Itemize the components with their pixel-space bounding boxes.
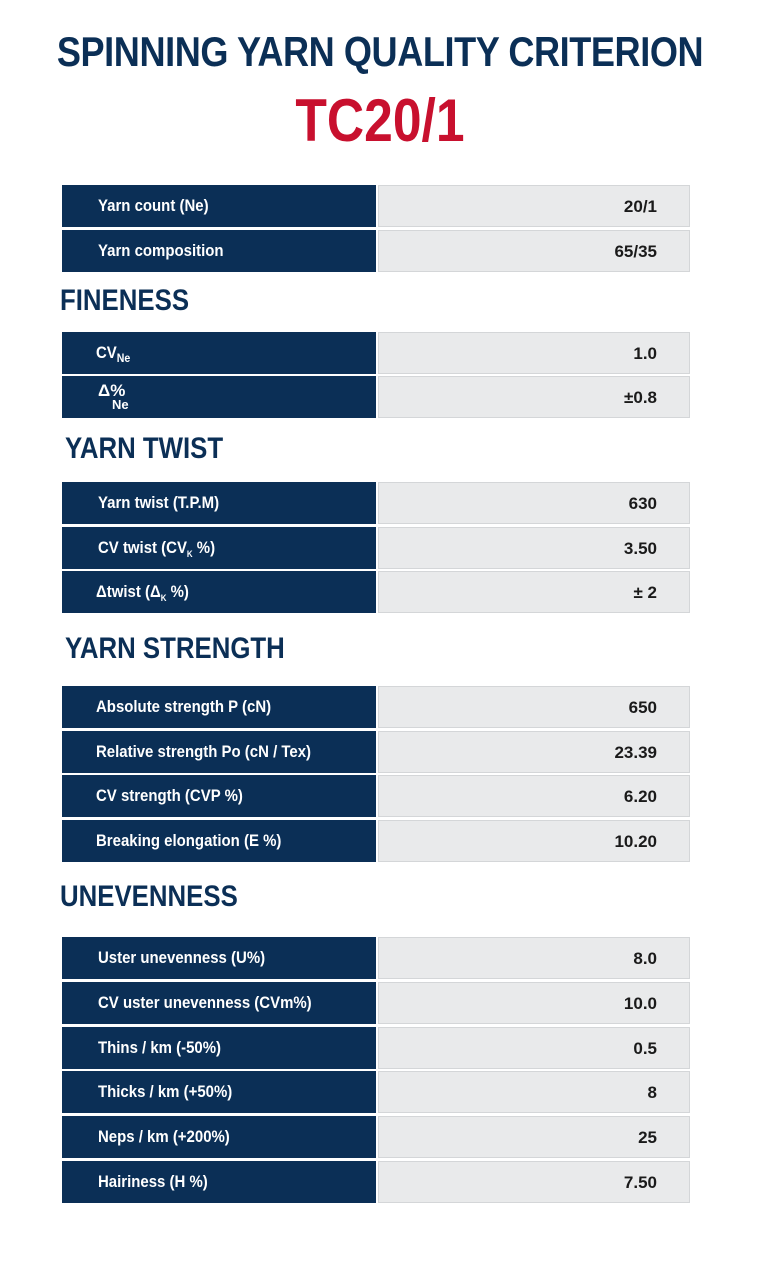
yarn-code: TC20/1 (295, 87, 465, 154)
delta-twist-label-end: %) (166, 582, 189, 601)
section-heading-unevenness: UNEVENNESS (60, 880, 238, 913)
row-value: 23.39 (614, 743, 657, 762)
delta-symbol: Δ% (98, 380, 126, 400)
section-heading-fineness: FINENESS (60, 284, 190, 317)
row-label (96, 571, 189, 613)
delta-subscript: Ne (112, 396, 129, 412)
delta-twist-label: Δtwist (Δ (96, 582, 161, 601)
row-label (98, 527, 215, 569)
row-value: 10.0 (623, 994, 657, 1013)
table-row (62, 1161, 690, 1203)
cv-subscript: Ne (116, 351, 131, 365)
table-row (62, 230, 690, 272)
row-value: 25 (638, 1128, 657, 1147)
table-row (62, 731, 690, 773)
row-label: Thicks / km (+50%) (98, 1082, 233, 1101)
table-row (62, 820, 690, 862)
row-label: Yarn twist (T.P.M) (98, 493, 220, 512)
page-title: SPINNING YARN QUALITY CRITERION (56, 28, 704, 75)
row-label: Yarn composition (98, 241, 224, 260)
cv-twist-subscript: K (186, 549, 193, 559)
table-row (62, 185, 690, 227)
row-value: ± 2 (633, 583, 657, 602)
cv-twist-label: CV twist (CV (98, 538, 187, 557)
row-value: 20/1 (623, 197, 657, 216)
table-row (62, 482, 690, 524)
row-value: 7.50 (623, 1173, 657, 1192)
row-label: Neps / km (+200%) (98, 1127, 230, 1146)
cv-symbol: CV (96, 343, 117, 362)
row-label: Thins / km (-50%) (98, 1038, 222, 1057)
row-value: 8 (647, 1083, 657, 1102)
table-row (62, 982, 690, 1024)
row-label (96, 332, 130, 374)
row-label: CV strength (CVP %) (96, 786, 243, 805)
row-value: 3.50 (623, 539, 657, 558)
row-label: Absolute strength P (cN) (96, 697, 272, 716)
cv-twist-label-end: %) (192, 538, 216, 557)
delta-twist-subscript: K (160, 593, 167, 603)
row-value: 1.0 (633, 344, 657, 363)
table-row (62, 376, 690, 418)
row-label: Hairiness (H %) (98, 1172, 208, 1191)
table-row (62, 571, 690, 613)
row-label: Yarn count (Ne) (98, 196, 209, 215)
table-row (62, 1116, 690, 1158)
row-value: 650 (628, 698, 657, 717)
row-value: 10.20 (614, 832, 657, 851)
row-value: ±0.8 (624, 388, 657, 407)
row-value: 65/35 (614, 242, 657, 261)
section-heading-strength: YARN STRENGTH (65, 632, 285, 665)
table-row (62, 332, 690, 374)
row-value: 0.5 (633, 1039, 657, 1058)
row-value: 6.20 (623, 787, 657, 806)
table-row (62, 686, 690, 728)
row-label: Breaking elongation (E %) (96, 831, 282, 850)
table-row (62, 1027, 690, 1069)
row-value: 8.0 (633, 949, 657, 968)
table-row (62, 1071, 690, 1113)
section-heading-twist: YARN TWIST (65, 432, 224, 465)
row-label: CV uster unevenness (CVm%) (98, 993, 312, 1012)
row-value: 630 (628, 494, 657, 513)
row-label (98, 380, 129, 412)
table-row (62, 937, 690, 979)
row-label: Relative strength Po (cN / Tex) (96, 742, 312, 761)
table-row (62, 775, 690, 817)
table-row (62, 527, 690, 569)
row-label: Uster unevenness (U%) (98, 948, 266, 967)
